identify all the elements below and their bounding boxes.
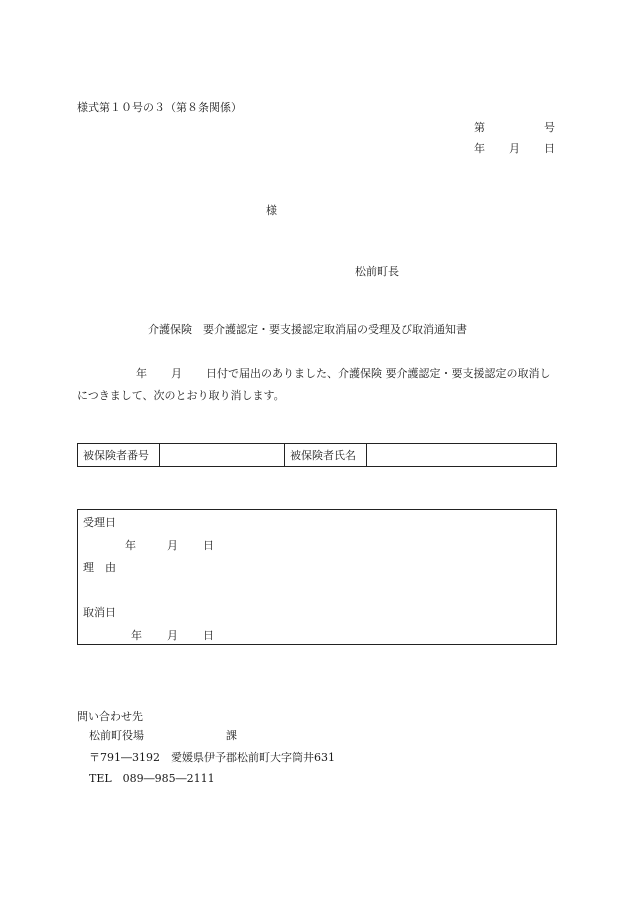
insured-number-field[interactable]	[160, 444, 285, 467]
form-number-label: 様式第１０号の３（第８条関係）	[77, 101, 242, 114]
sender-name: 松前町長	[355, 265, 399, 278]
receipt-details-box	[77, 509, 557, 645]
insured-name-field[interactable]	[367, 444, 557, 467]
document-number-suffix: 号	[544, 121, 555, 134]
contact-address: 〒791―3192 愛媛県伊予郡松前町大字筒井631	[89, 751, 335, 764]
issue-date-year: 年	[474, 142, 485, 155]
contact-heading: 問い合わせ先	[77, 710, 143, 723]
received-date-day: 日	[203, 539, 214, 552]
contact-section: 課	[226, 729, 237, 742]
insured-person-table	[77, 443, 557, 467]
cancel-date-label: 取消日	[83, 606, 116, 619]
addressee-honorific: 様	[266, 204, 277, 217]
issue-date-month: 月	[509, 142, 520, 155]
cancel-date-month: 月	[167, 629, 178, 642]
received-date-label: 受理日	[83, 516, 116, 529]
body-text: 日付で届出のありました、介護保険 要介護認定・要支援認定の取消しにつきまして、次のとおり取り消します。	[77, 367, 551, 402]
issue-date-day: 日	[544, 142, 555, 155]
contact-office: 松前町役場	[89, 729, 144, 742]
received-date-year: 年	[125, 539, 136, 552]
document-title: 介護保険 要介護認定・要支援認定取消届の受理及び取消通知書	[148, 323, 467, 336]
body-year: 年	[136, 367, 147, 380]
received-date-month: 月	[167, 539, 178, 552]
insured-name-label: 被保険者氏名	[285, 444, 367, 467]
reason-label: 理 由	[83, 561, 116, 574]
cancel-date-day: 日	[203, 629, 214, 642]
insured-number-label: 被保険者番号	[78, 444, 160, 467]
cancel-date-year: 年	[131, 629, 142, 642]
body-month: 月	[171, 367, 182, 380]
document-number-prefix: 第	[474, 121, 485, 134]
contact-phone: TEL 089―985―2111	[89, 772, 215, 785]
notice-body	[77, 363, 559, 407]
